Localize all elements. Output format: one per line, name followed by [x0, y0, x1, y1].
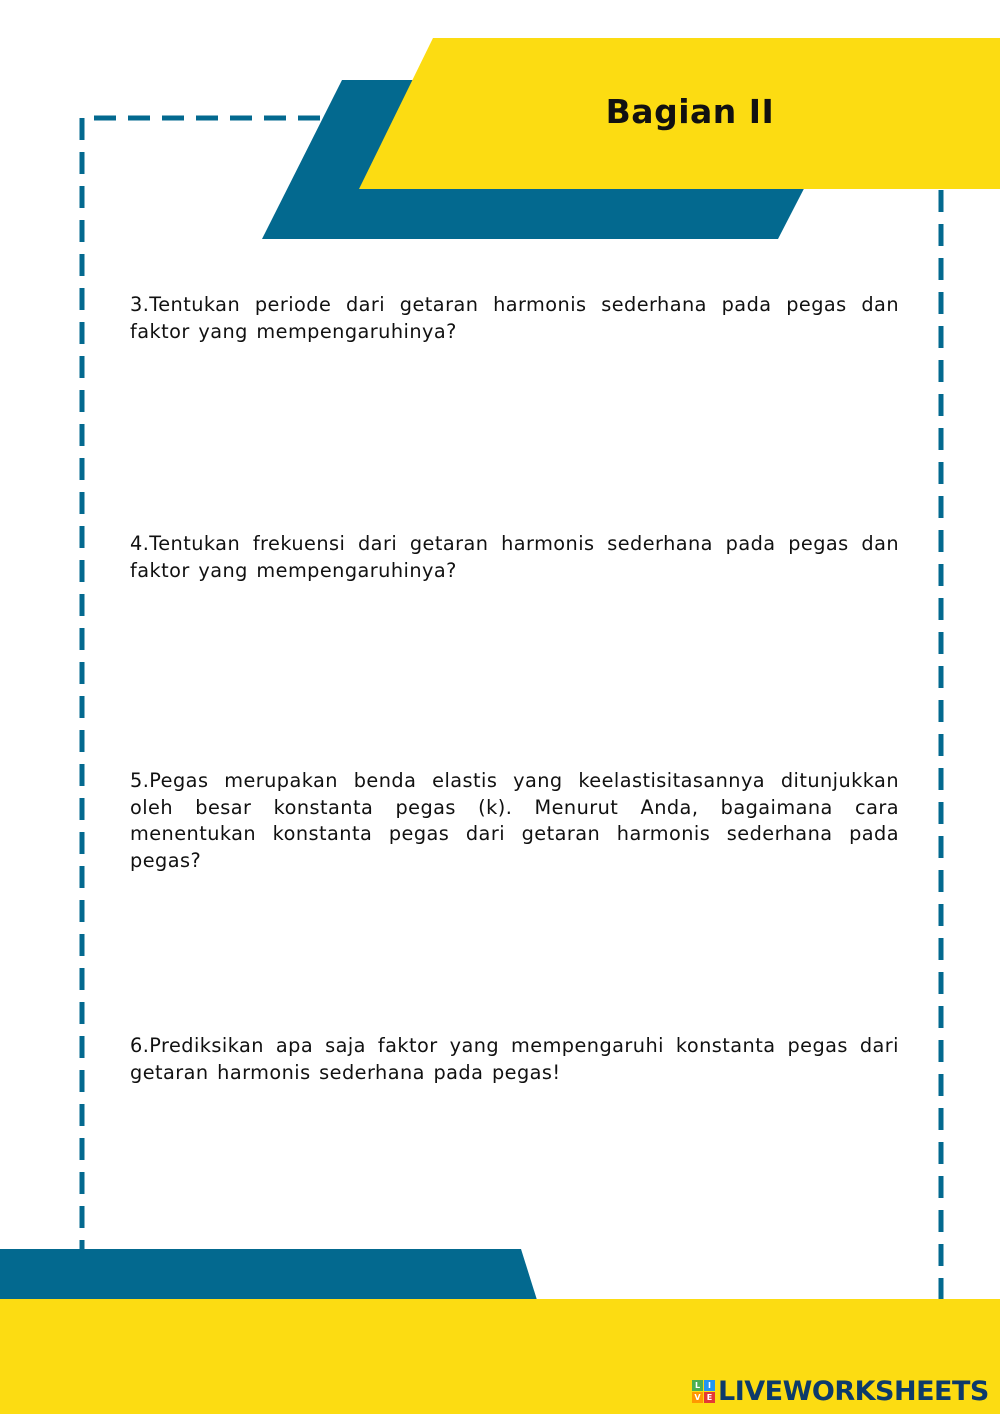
question-3: 3.Tentukan periode dari getaran harmonis sederhana pada pegas dan faktor yang mempengaruhinya?	[130, 293, 899, 343]
live-logo-icon	[692, 1380, 715, 1403]
logo-letter: V	[692, 1392, 703, 1403]
logo-letter: E	[704, 1392, 715, 1403]
footer-teal-shape	[0, 1249, 537, 1300]
logo-letter: I	[704, 1380, 715, 1391]
brand-name: LIVEWORKSHEETS	[718, 1375, 989, 1407]
answer-area-6[interactable]	[130, 1094, 899, 1234]
question-4: 4.Tentukan frekuensi dari getaran harmonis sederhana pada pegas dan faktor yang mempengaruhinya?	[130, 532, 899, 582]
answer-area-4[interactable]	[130, 592, 899, 752]
page-title: Bagian II	[605, 92, 775, 131]
logo-letter: L	[692, 1380, 703, 1391]
answer-area-5[interactable]	[130, 882, 899, 1022]
liveworksheets-logo	[692, 1374, 989, 1408]
question-6: 6.Prediksikan apa saja faktor yang mempengaruhi konstanta pegas dari getaran harmonis sederhana pada pegas!	[130, 1034, 899, 1084]
answer-area-3[interactable]	[130, 352, 899, 512]
question-5: 5.Pegas merupakan benda elastis yang keelastisitasannya ditunjukkan oleh besar konstanta pegas (k). Menurut Anda, bagaimana cara menentukan konstanta pegas dari getaran harmonis sederhana pada pegas?	[130, 769, 899, 872]
